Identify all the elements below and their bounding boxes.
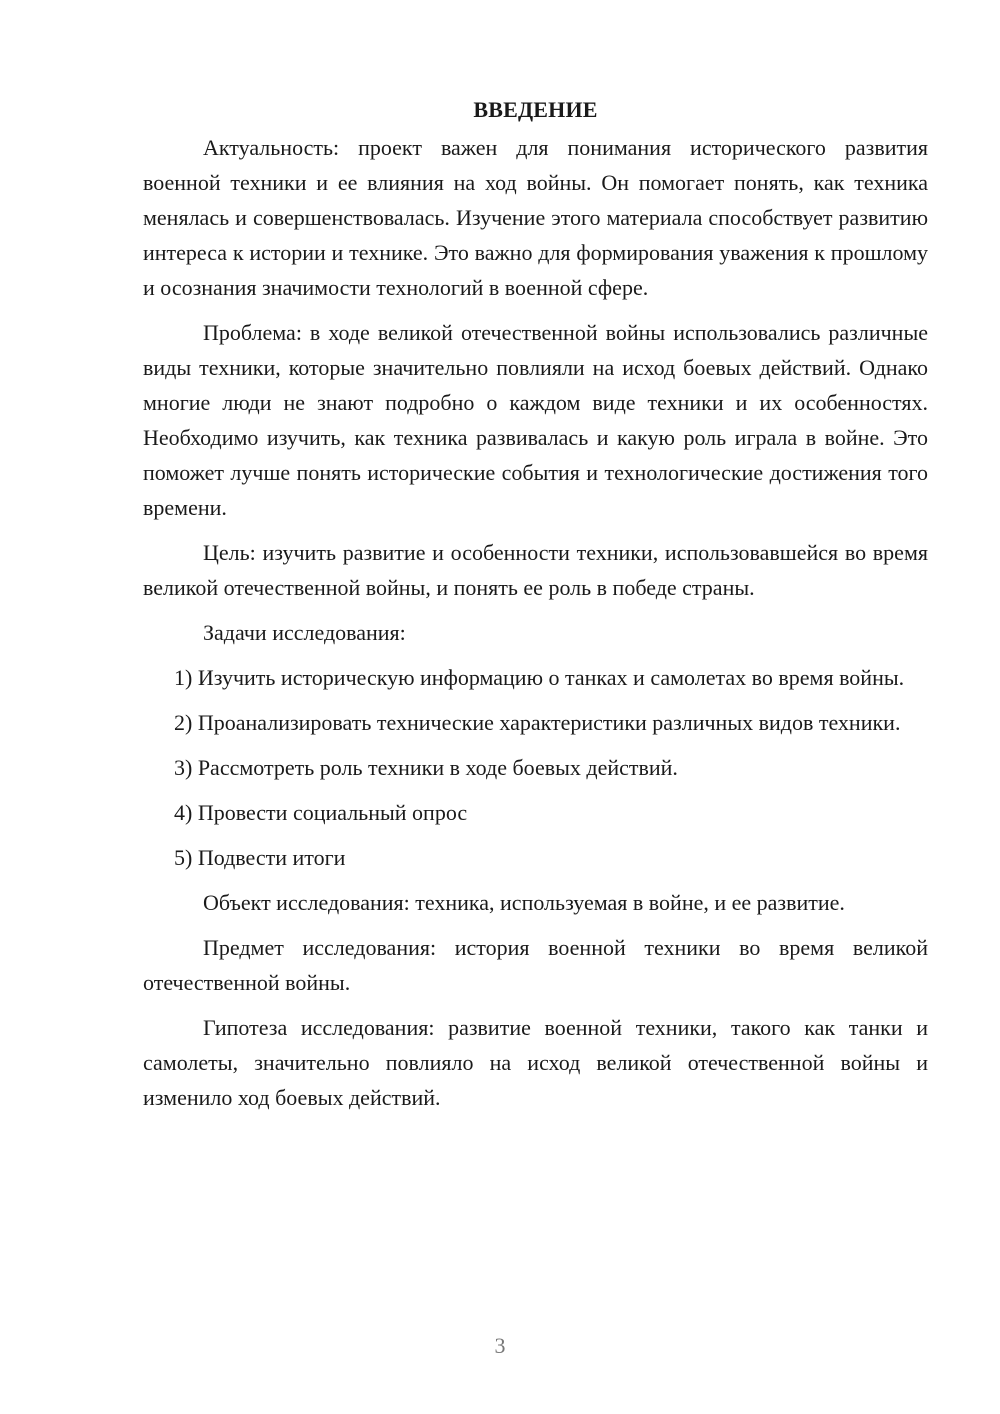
paragraph-relevance: Актуальность: проект важен для понимания исторического развития военной техники и ее влияния на ход войны. Он помогает понять, как техника менялась и совершенствовалась. Изучение этого материала способствует развитию интереса к истории и технике. Это важно для формирования уважения к прошлому и осознания значимости технологий в военной сфере. bbox=[143, 135, 928, 300]
task-item-1: 1) Изучить историческую информацию о танках и самолетах во время войны. bbox=[174, 665, 905, 690]
page-title: ВВЕДЕНИЕ bbox=[473, 97, 598, 122]
task-item-2: 2) Проанализировать технические характеристики различных видов техники. bbox=[174, 710, 901, 735]
task-item-4: 4) Провести социальный опрос bbox=[174, 800, 468, 825]
task-item-5: 5) Подвести итоги bbox=[174, 845, 346, 870]
page-number: 3 bbox=[494, 1333, 506, 1358]
paragraph-object: Объект исследования: техника, используемая в войне, и ее развитие. bbox=[203, 890, 845, 915]
document-page bbox=[143, 92, 928, 1125]
paragraph-problem: Проблема: в ходе великой отечественной войны использовались различные виды техники, которые значительно повлияли на исход боевых действий. Однако многие люди не знают подробно о каждом виде техники и их особенностях. Необходимо изучить, как техника развивалась и какую роль играла в войне. Это поможет лучше понять исторические события и технологические достижения того времени. bbox=[143, 320, 928, 520]
paragraph-hypothesis: Гипотеза исследования: развитие военной техники, такого как танки и самолеты, значительно повлияло на исход великой отечественной войны и изменило ход боевых действий. bbox=[143, 1015, 928, 1110]
task-item-3: 3) Рассмотреть роль техники в ходе боевых действий. bbox=[174, 755, 678, 780]
paragraph-subject: Предмет исследования: история военной техники во время великой отечественной войны. bbox=[143, 935, 928, 995]
paragraph-goal: Цель: изучить развитие и особенности техники, использовавшейся во время великой отечественной войны, и понять ее роль в победе страны. bbox=[143, 540, 928, 600]
tasks-heading: Задачи исследования: bbox=[203, 620, 406, 645]
